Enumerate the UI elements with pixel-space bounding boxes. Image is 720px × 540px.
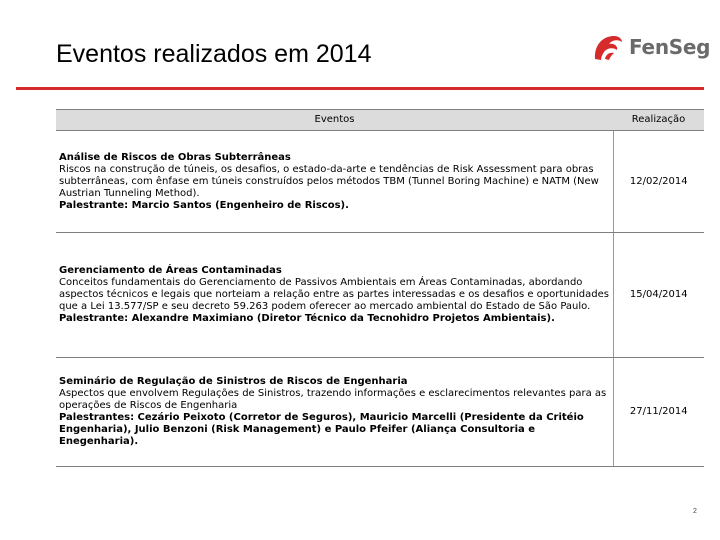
event-speaker: Palestrantes: Cezário Peixoto (Corretor de Seguros), Mauricio Marcelli (Presidente da Critéio Engenharia), Julio Benzoni (Risk Management) e Paulo Pfeifer (Aliança Consultoria e Enegenharia). — [59, 412, 584, 447]
logo-text: FenSeg — [629, 35, 711, 59]
fenseg-logo — [592, 32, 710, 62]
event-date: 12/02/2014 — [613, 131, 704, 233]
table-row — [56, 233, 704, 358]
event-cell — [56, 131, 613, 233]
event-cell — [56, 358, 613, 467]
table-row — [56, 131, 704, 233]
title-divider — [16, 87, 704, 90]
events-table — [56, 109, 704, 467]
event-description: Aspectos que envolvem Regulações de Sinistros, trazendo informações e esclarecimentos relevantes para as operações de Riscos de Engenharia — [59, 388, 607, 411]
table-header-row — [56, 110, 704, 131]
event-title: Seminário de Regulação de Sinistros de Riscos de Engenharia — [59, 376, 408, 387]
fenseg-swirl-icon — [592, 32, 624, 62]
event-date: 15/04/2014 — [613, 233, 704, 358]
event-speaker: Palestrante: Alexandre Maximiano (Diretor Técnico da Tecnohidro Projetos Ambientais). — [59, 313, 555, 324]
event-speaker: Palestrante: Marcio Santos (Engenheiro de Riscos). — [59, 199, 349, 211]
event-title: Gerenciamento de Áreas Contaminadas — [59, 265, 282, 276]
event-title: Análise de Riscos de Obras Subterrâneas — [59, 151, 291, 163]
event-description: Conceitos fundamentais do Gerenciamento de Passivos Ambientais em Áreas Contaminadas, abordando aspectos técnicos e legais que norteiam a relação entre as partes interessadas e os desafios e oportunidades que a Lei 13.577/SP e seu decreto 59.263 podem oferecer ao mercado ambiental do Estado de São Paulo. — [59, 277, 609, 312]
slide-title: Eventos realizados em 2014 — [56, 40, 372, 68]
event-date: 27/11/2014 — [613, 358, 704, 467]
header-events: Eventos — [56, 110, 613, 131]
event-cell — [56, 233, 613, 358]
event-description: Riscos na construção de túneis, os desafios, o estado-da-arte e tendências de Risk Assessment para obras subterrâneas, com ênfase em túneis construídos pelos métodos TBM (Tunnel Boring Machine) e NATM (New Austrian Tunneling Method). — [59, 163, 599, 199]
page-number: 2 — [693, 508, 697, 515]
table-row — [56, 358, 704, 467]
header-date: Realização — [613, 110, 704, 131]
